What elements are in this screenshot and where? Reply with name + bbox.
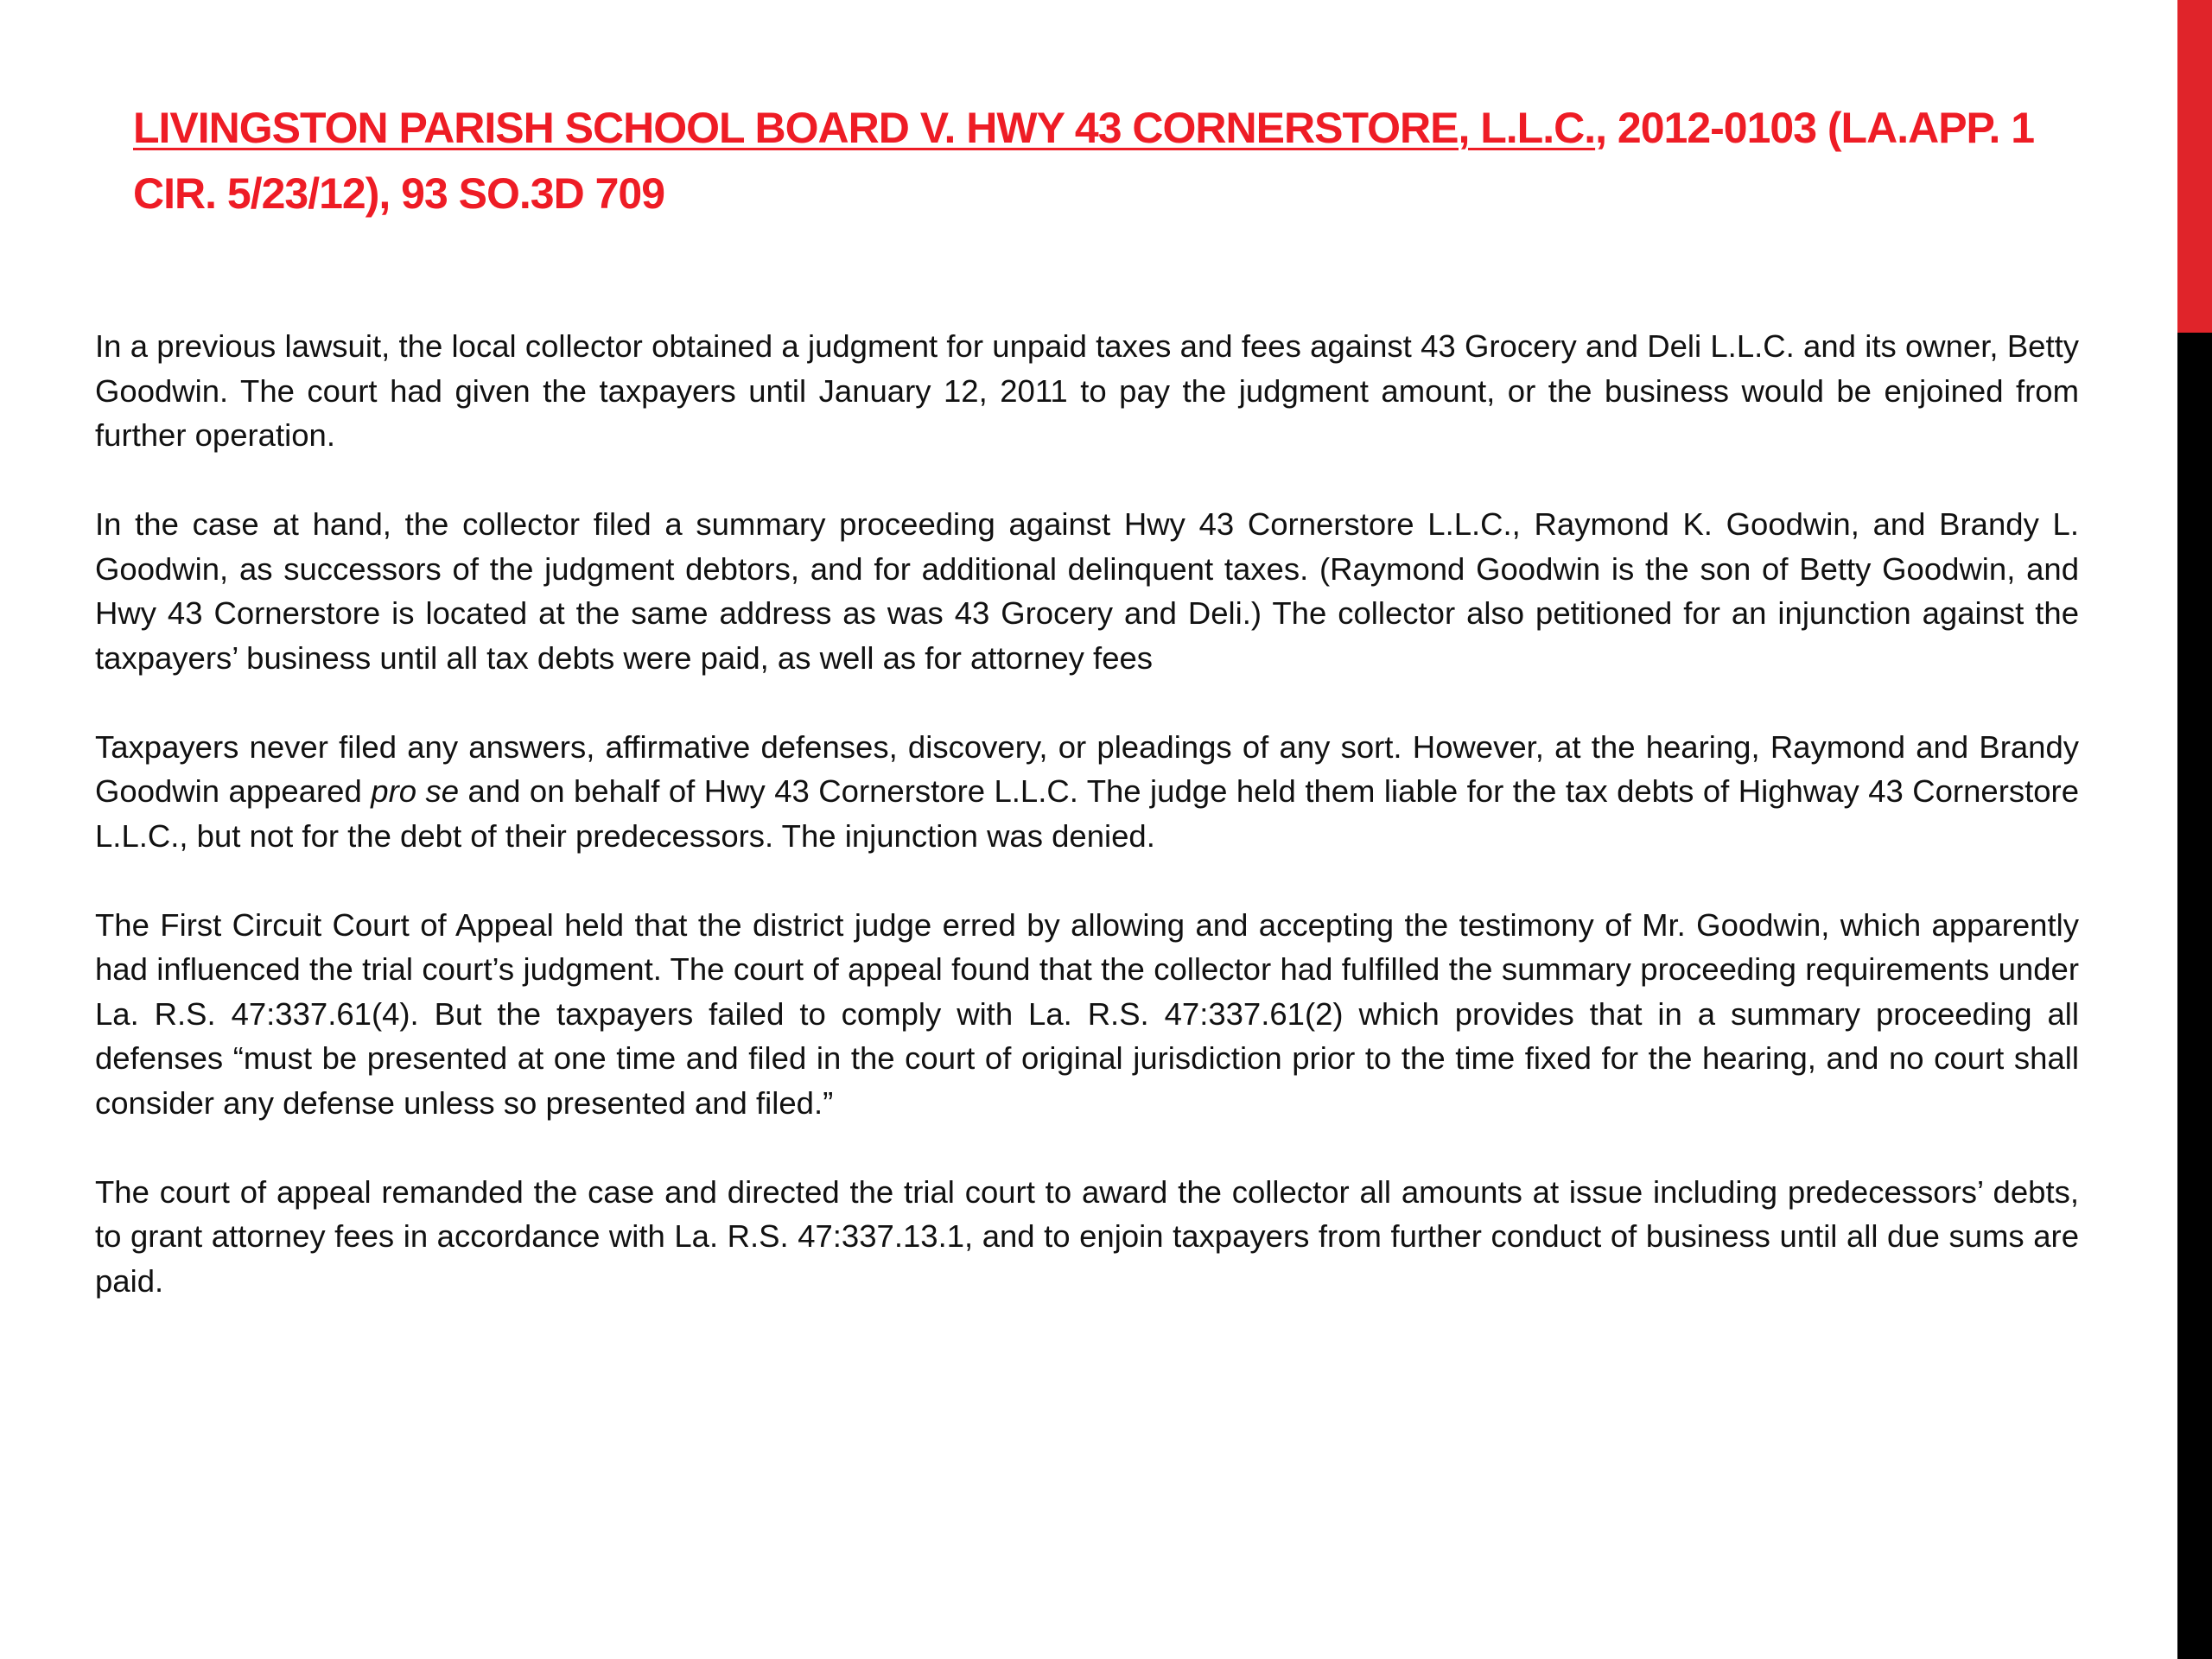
- paragraph-remand: The court of appeal remanded the case and directed the trial court to award the collector all amounts at issue including predecessors’ debts, to grant attorney fees in accordance with La. R.S. 47:337.13.1, and to enjoin taxpayers from further conduct of business until all due sums are paid.: [95, 1173, 2079, 1299]
- slide-title: [133, 95, 2060, 226]
- pro-se-term: pro se: [371, 773, 460, 809]
- side-accent-bar-black: [2177, 333, 2212, 1659]
- paragraph-previous-lawsuit: In a previous lawsuit, the local collector obtained a judgment for unpaid taxes and fees against 43 Grocery and Deli L.L.C. and its owner, Betty Goodwin. The court had given the taxpayers until January 12, 2011 to pay the judgment amount, or the business would be enjoined from further operation.: [95, 328, 2079, 453]
- case-citation: , 2012-0103 (LA.APP. 1 CIR. 5/23/12), 93 SO.3D 709: [133, 104, 2035, 218]
- paragraph-case-at-hand: In the case at hand, the collector filed a summary proceeding against Hwy 43 Cornerstore L.L.C., Raymond K. Goodwin, and Brandy L. Goodwin, as successors of the judgment debtors, and for additional delinquent taxes. (Raymond Goodwin is the son of Betty Goodwin, and Hwy 43 Cornerstore is located at the same address as was 43 Grocery and Deli.) The collector also petitioned for an injunction against the taxpayers’ business until all tax debts were paid, as well as for attorney fees: [95, 506, 2079, 676]
- paragraph-taxpayers-text-1: Taxpayers never filed any answers, affirmative defenses, discovery, or pleadings of any sort. However, at the hearing, Raymond and Brandy Goodwin appeared: [95, 728, 2079, 809]
- case-name-link[interactable]: LIVINGSTON PARISH SCHOOL BOARD V. HWY 43 CORNERSTORE, L.L.C.: [133, 104, 1596, 152]
- paragraph-appeal-holding: The First Circuit Court of Appeal held that the district judge erred by allowing and accepting the testimony of Mr. Goodwin, which apparently had influenced the trial court’s judgment. The court of appeal found that the collector had fulfilled the summary proceeding requirements under La. R.S. 47:337.61(4). But the taxpayers failed to comply with La. R.S. 47:337.61(2) which provides that in a summary proceeding all defenses “must be presented at one time and filed in the court of original jurisdiction prior to the time fixed for the hearing, and no court shall consider any defense unless so presented and filed.”: [95, 906, 2079, 1121]
- paragraph-taxpayers-text-2: and on behalf of Hwy 43 Cornerstore L.L.C. The judge held them liable for the tax debts of Highway 43 Cornerstore L.L.C., but not for the debt of their predecessors. The injunction was denied.: [95, 773, 2079, 854]
- slide-body: [95, 324, 2079, 1303]
- side-accent-bar-red: [2177, 0, 2212, 333]
- paragraph-taxpayers-hearing: [95, 725, 2079, 859]
